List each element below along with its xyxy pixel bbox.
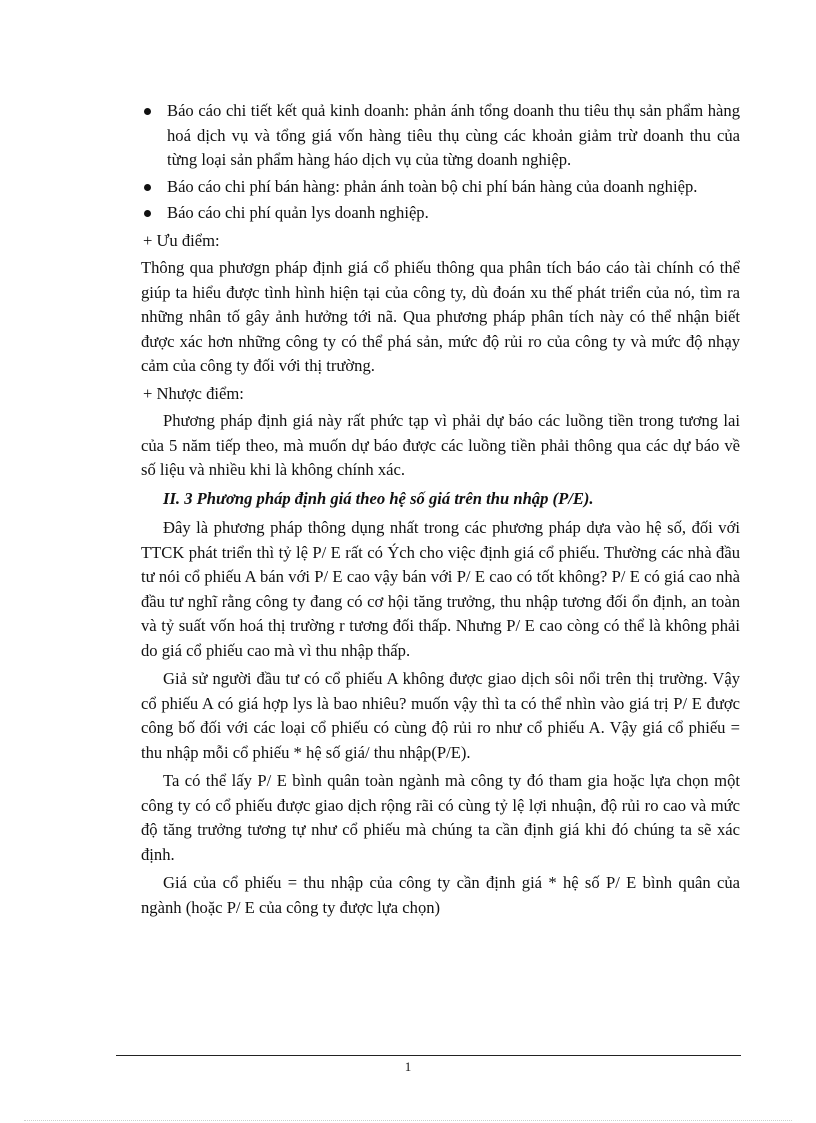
disadvantages-text: Phương pháp định giá này rất phức tạp vì phải dự báo các luồng tiền trong tương lai của 5 năm tiếp theo, mà muốn dự báo được các luồng tiền phải thông qua các dự báo về số liệu và nhiều khi là không chính xác. [141, 411, 740, 479]
page-body [141, 99, 740, 920]
bullet-dot-icon [144, 184, 151, 191]
footer-divider [116, 1055, 741, 1056]
paragraph: Ta có thể lấy P/ E bình quân toàn ngành mà công ty đó tham gia hoặc lựa chọn một công ty có cổ phiếu được giao dịch rộng rãi có cùng tỷ lệ lợi nhuận, độ rủi ro cao và mức độ tăng trưởng tương tự như cổ phiếu mà chúng ta cần định giá khi đó chúng ta sẽ xác định. [141, 771, 740, 864]
section-heading: II. 3 Phương pháp định giá theo hệ số giá trên thu nhập (P/E). [163, 488, 594, 508]
disadvantages-label: + Nhược điểm: [143, 383, 244, 403]
paragraph: Giá của cổ phiếu = thu nhập của công ty cần định giá * hệ số P/ E bình quân của ngành (hoặc P/ E của công ty được lựa chọn) [141, 873, 740, 917]
page-edge-divider [24, 1120, 792, 1121]
bullet-item [141, 175, 740, 200]
paragraph: Đây là phương pháp thông dụng nhất trong các phương pháp dựa vào hệ số, đối với TTCK phát triển thì tỷ lệ P/ E rất có Ých cho việc định giá cổ phiếu. Thường các nhà đầu tư nói cổ phiếu A bán với P/ E cao vậy bán với P/ E cao có tốt không? P/ E có giá cao nhà đầu tư nghĩ rằng công ty đang có cơ hội tăng trưởng, thu nhập tương đối ổn định, an toàn và tỷ suất vốn hoá thị trường r tương đối thấp. Nhưng P/ E cao còng có thể là không phải do giá cổ phiếu cao mà vì thu nhập thấp. [141, 518, 740, 660]
bullet-item [141, 201, 740, 226]
bullet-text: Báo cáo chi phí quản lys doanh nghiệp. [167, 203, 429, 222]
bullet-dot-icon [144, 108, 151, 115]
bullet-text: Báo cáo chi phí bán hàng: phản ánh toàn bộ chi phí bán hàng của doanh nghiệp. [167, 176, 698, 196]
advantages-text: Thông qua phươgn pháp định giá cổ phiếu thông qua phân tích báo cáo tài chính có thể giúp ta hiểu được tình hình hiện tại của công ty, dù đoán xu thế phát triển của nó, tìm ra những nhân tố gây ảnh hưởng tới nã. Qua phương pháp phân tích này có thể nhận biết được xác hơn những công ty có thể phá sản, mức độ rủi ro của công ty và mức độ nhạy cảm của công ty đối với thị trường. [141, 258, 740, 375]
bullet-item [141, 99, 740, 173]
page-number: 1 [404, 1059, 412, 1074]
advantages-label: + Ưu điểm: [143, 230, 220, 250]
bullet-text: Báo cáo chi tiết kết quả kinh doanh: phản ánh tổng doanh thu tiêu thụ sản phẩm hàng hoá dịch vụ và tổng giá vốn hàng tiêu thụ cùng các khoản giảm trừ doanh thu của từng loại sản phẩm hàng háo dịch vụ của từng doanh nghiệp. [167, 101, 740, 169]
bullet-dot-icon [144, 210, 151, 217]
paragraph: Giả sử người đầu tư có cổ phiếu A không được giao dịch sôi nổi trên thị trường. Vậy cổ phiếu A có giá hợp lys là bao nhiêu? muốn vậy thì ta có thể nhìn vào giá trị P/ E được công bố đối với các loại cổ phiếu có cùng độ rủi ro như cổ phiếu A. Vậy giá cổ phiếu = thu nhập mỗi cổ phiếu * hệ số giá/ thu nhập(P/E). [141, 669, 740, 762]
